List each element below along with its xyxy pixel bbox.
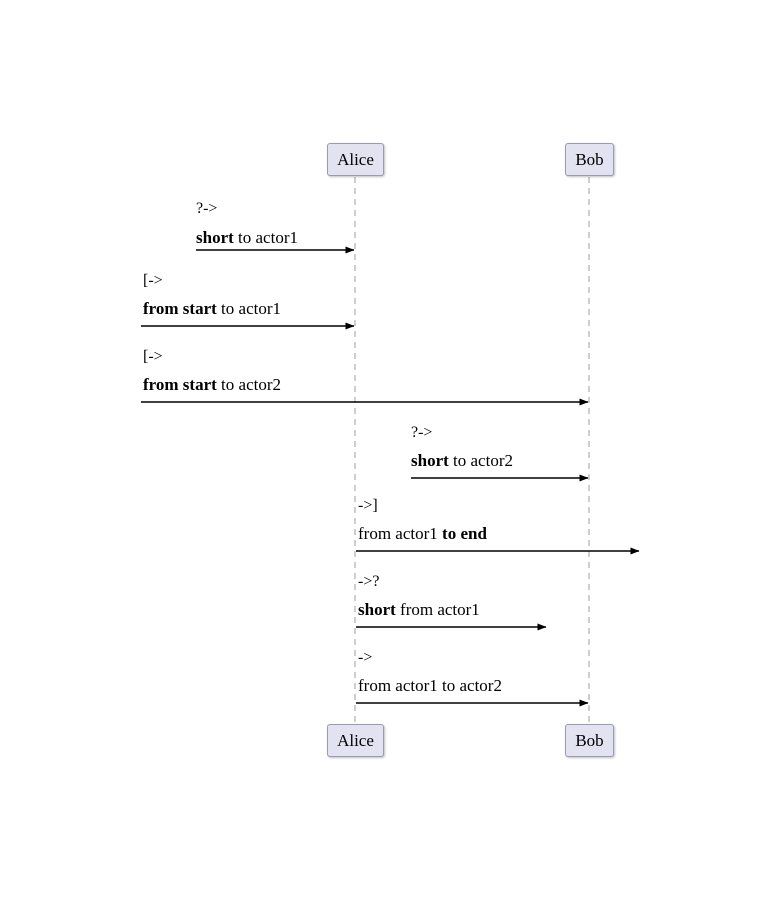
message-label-m3 [143,376,281,395]
actor-head-bob-label: Bob [575,150,604,169]
actor-foot-bob[interactable] [565,724,614,757]
message-label-m7-part0: from actor1 to actor2 [358,676,502,695]
message-label-m4 [411,452,513,471]
message-label-m2-part0: from start [143,299,217,318]
message-label-m6-part0: short [358,600,396,619]
message-label-m1-part1: to actor1 [233,228,298,247]
actor-foot-alice-label: Alice [337,731,374,750]
message-code-m7: -> [358,649,373,666]
message-label-m5 [358,525,487,544]
message-label-m3-part0: from start [143,375,217,394]
message-label-m6 [358,601,480,620]
message-label-m3-part1: to actor2 [216,375,281,394]
message-code-m3: [-> [143,348,163,365]
message-label-m4-part0: short [411,451,449,470]
message-label-m2-part1: to actor1 [216,299,281,318]
message-code-m4: ?-> [411,424,433,441]
message-label-m1-part0: short [196,228,234,247]
message-label-m2 [143,300,281,319]
message-label-m4-part1: to actor2 [448,451,513,470]
message-label-m7 [358,677,502,696]
actor-head-alice-label: Alice [337,150,374,169]
message-code-m5: ->] [358,497,378,514]
message-label-m5-part0: from actor1 [358,524,443,543]
actor-head-alice[interactable] [327,143,384,176]
actor-foot-bob-label: Bob [575,731,604,750]
actor-head-bob[interactable] [565,143,614,176]
message-label-m1 [196,229,298,248]
message-label-m5-part1: to end [442,524,487,543]
message-code-m2: [-> [143,272,163,289]
message-code-m1: ?-> [196,200,218,217]
message-code-m6: ->? [358,573,380,590]
actor-foot-alice[interactable] [327,724,384,757]
message-label-m6-part1: from actor1 [395,600,480,619]
